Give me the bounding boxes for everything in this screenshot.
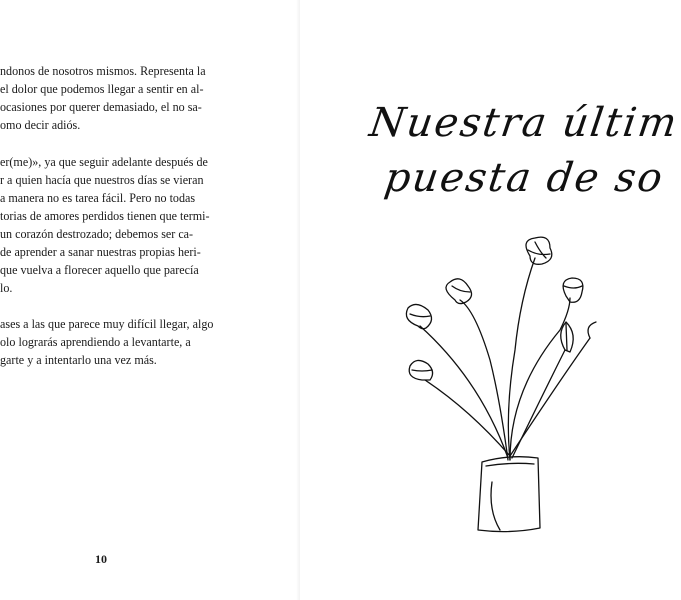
right-page — [300, 0, 681, 600]
page-number: 10 — [95, 552, 107, 566]
text-line: torias de amores perdidos tienen que termi- — [0, 209, 210, 223]
text-line: er(me)», ya que seguir adelante después de — [0, 155, 208, 169]
text-line: ases a las que parece muy difícil llegar, algo — [0, 317, 214, 331]
text-line: el dolor que podemos llegar a sentir en al- — [0, 82, 204, 96]
text-line: a manera no es tarea fácil. Pero no todas — [0, 191, 196, 205]
text-line: ocasiones por querer demasiado, el no sa- — [0, 100, 202, 114]
text-line: olo lograrás aprendiendo a levantarte, a — [0, 335, 191, 349]
title-line-1: Nuestra últim — [366, 100, 681, 146]
text-line: r a quien hacía que nuestros días se vieran — [0, 173, 204, 187]
text-line: omo decir adiós. — [0, 118, 81, 132]
text-line: garte y a intentarlo una vez más. — [0, 353, 157, 367]
text-line: que vuelva a florecer aquello que parecía — [0, 263, 199, 277]
title-line-2: puesta de so — [381, 155, 668, 201]
text-line: un corazón destrozado; debemos ser ca- — [0, 227, 194, 241]
text-line: lo. — [0, 281, 13, 295]
left-page — [0, 0, 300, 600]
text-line: de aprender a sanar nuestras propias heri- — [0, 245, 201, 259]
text-line: ndonos de nosotros mismos. Representa la — [0, 64, 206, 78]
potted-flowers-line-drawing-icon — [360, 230, 600, 540]
